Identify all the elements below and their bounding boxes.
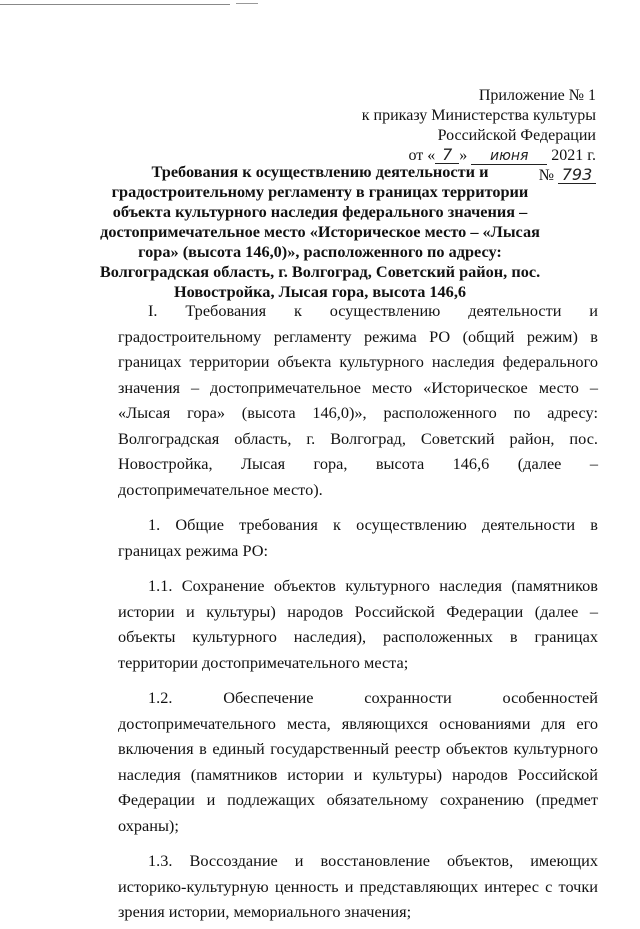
appendix-line-3: Российской Федерации <box>437 127 596 144</box>
appendix-line-1: Приложение № 1 <box>478 87 596 104</box>
scan-edge-line-short <box>236 3 258 4</box>
date-year: 2021 г. <box>551 147 596 164</box>
paragraph-1-1: 1.1. Сохранение объектов культурного наследия (памятников истории и культуры) народов Российской Федерации (далее – объекты культурного наследия), расположенных в границах территории достопримечательного места; <box>118 576 598 672</box>
document-title: Требования к осуществлению деятельности и градостроительному регламенту в границах территории объекта культурного наследия федерального значения – достопримечательное место «Историческое место – «Лысая гора» (высота 146,0)», расположенного по адресу: Волгоградская область, г. Волгоград, Советский район, пос. Новостройка, Лысая гора, высота 146,6 <box>99 162 541 301</box>
date-prefix: от « <box>408 147 436 164</box>
paragraph-1-2: 1.2. Обеспечение сохранности особенностей достопримечательного места, являющихся основаниями для его включения в единый государственный реестр объектов культурного наследия (памятников истории и культуры) народов Российской Федерации и подлежащих обязательному сохранению (предмет охраны); <box>118 688 598 835</box>
paragraph-1: 1. Общие требования к осуществлению деятельности в границах режима РО: <box>118 515 598 560</box>
document-body <box>118 298 598 929</box>
date-mid: » <box>459 147 468 164</box>
number-label: № <box>538 167 554 184</box>
scan-edge-line <box>0 4 230 5</box>
date-month-handwritten: июня <box>471 148 547 165</box>
paragraph-section-1: I. Требования к осуществлению деятельности и градостроительному регламенту режима РО (общий режим) в границах территории объекта культурного наследия федерального значения – достопримечательное место «Историческое место – «Лысая гора» (высота 146,0)», расположенного по адресу: Волгоградская область, г. Волгоград, Советский район, пос. Новостройка, Лысая гора, высота 146,6 (далее – достопримечательное место). <box>118 301 598 499</box>
date-day-handwritten: 7 <box>435 147 459 164</box>
order-number-handwritten: 793 <box>558 167 596 184</box>
appendix-line-2: к приказу Министерства культуры <box>361 107 596 124</box>
paragraph-1-3: 1.3. Воссоздание и восстановление объектов, имеющих историко-культурную ценность и представляющих интерес с точки зрения истории, мемориального значения; <box>118 851 598 921</box>
